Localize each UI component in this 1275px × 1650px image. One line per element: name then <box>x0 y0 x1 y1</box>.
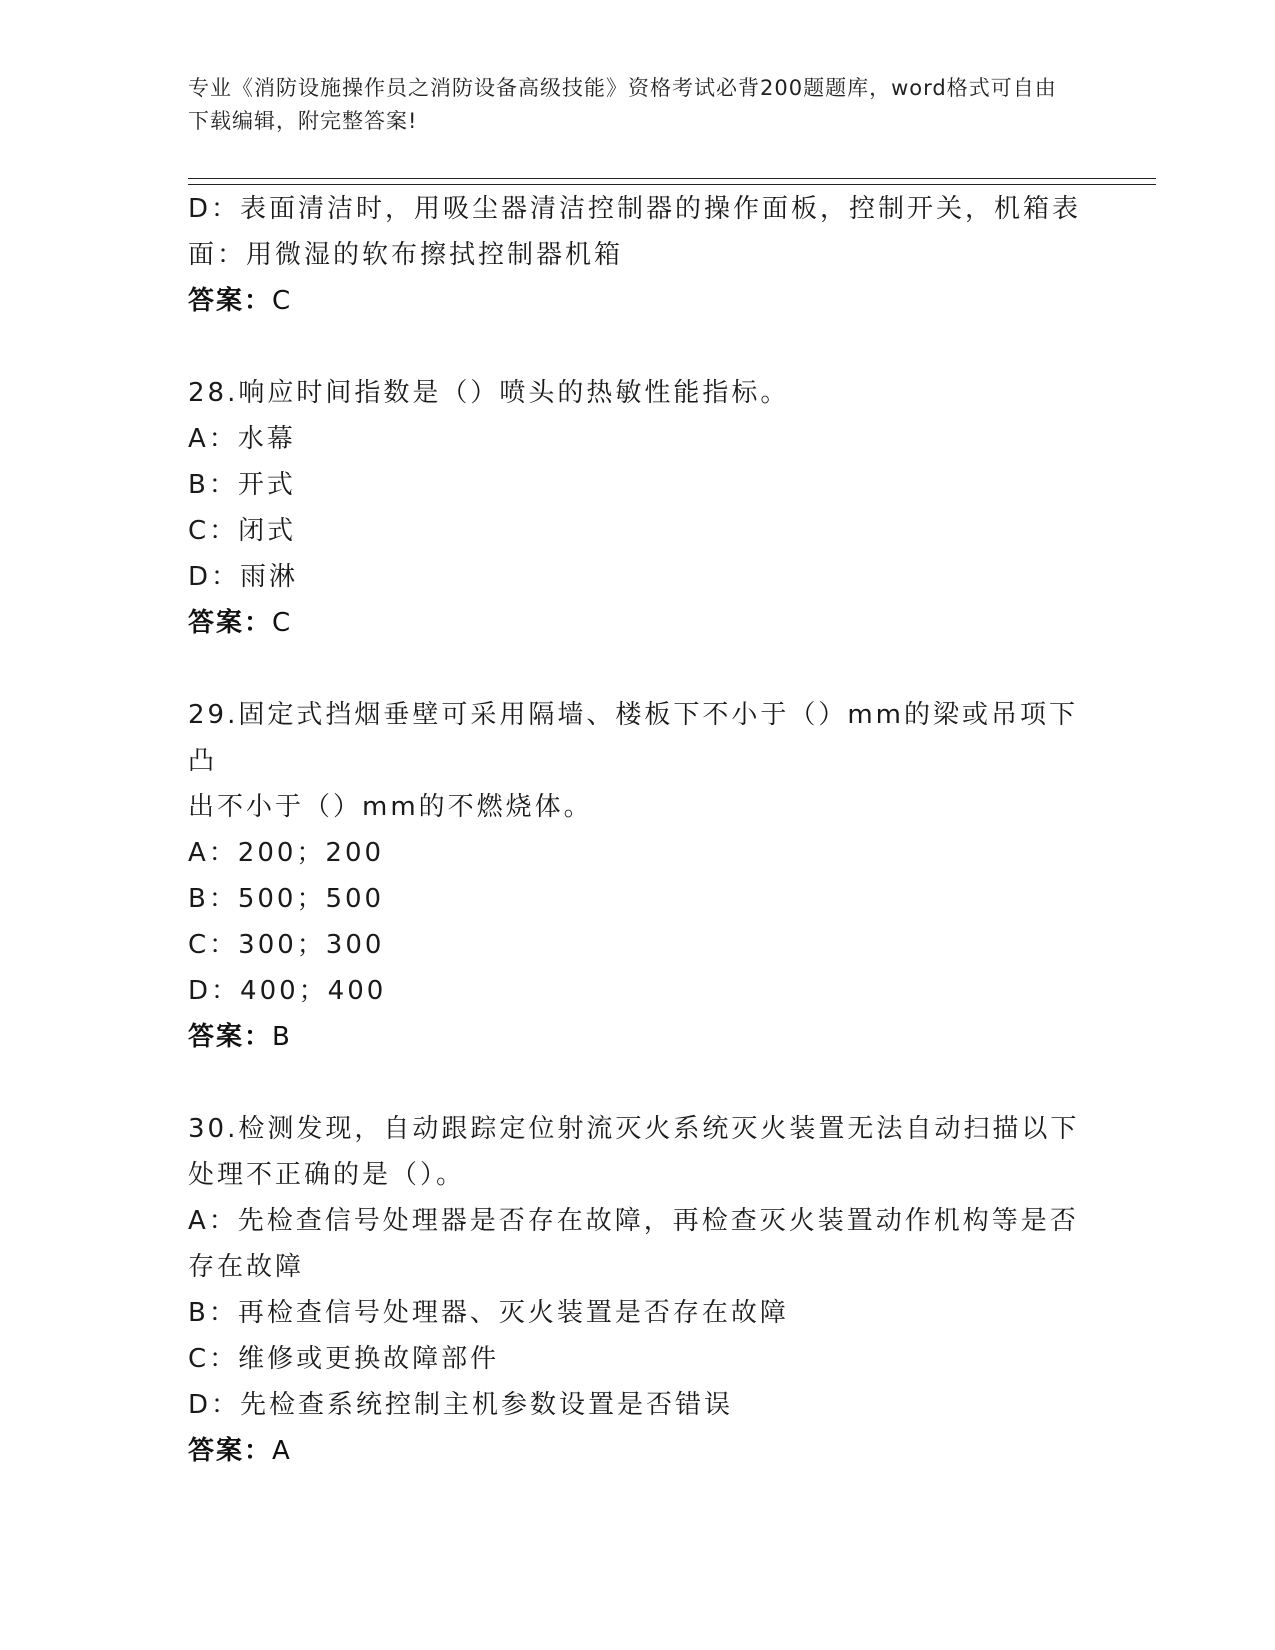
option-d: D：400；400 <box>188 976 387 1006</box>
option-b: B：500；500 <box>188 884 385 914</box>
answer-label: 答案： <box>188 1436 273 1466</box>
option-d-line-2: 面：用微湿的软布擦拭控制器机箱 <box>188 240 624 270</box>
answer-label: 答案： <box>188 1022 273 1052</box>
answer-value: C <box>272 608 293 638</box>
question-stem-line-2: 处理不正确的是（）。 <box>188 1160 466 1190</box>
header-divider <box>188 178 1156 185</box>
page-header <box>188 72 1078 138</box>
answer-line <box>188 278 1088 324</box>
option-d-line-1: D：表面清洁时，用吸尘器清洁控制器的操作面板，控制开关，机箱表 <box>188 194 1082 224</box>
question-28 <box>188 370 1088 646</box>
question-stem-line-2: 出不小于（）mm的不燃烧体。 <box>188 792 593 822</box>
answer-line <box>188 600 1088 646</box>
option-a-line-2: 存在故障 <box>188 1252 305 1282</box>
option-c: C：维修或更换故障部件 <box>188 1344 500 1374</box>
option-d: D：雨淋 <box>188 562 299 592</box>
option-b: B：开式 <box>188 470 296 500</box>
option-c: C：闭式 <box>188 516 297 546</box>
option-d: D：先检查系统控制主机参数设置是否错误 <box>188 1390 734 1420</box>
question-30 <box>188 1106 1088 1474</box>
prev-question-tail <box>188 186 1088 324</box>
option-b: B：再检查信号处理器、灭火装置是否存在故障 <box>188 1298 789 1328</box>
option-a-line-1: A：先检查信号处理器是否存在故障，再检查灭火装置动作机构等是否 <box>188 1206 1079 1236</box>
spacer <box>188 324 1088 370</box>
answer-label: 答案： <box>188 286 273 316</box>
answer-value: B <box>272 1022 292 1052</box>
question-stem-line-1: 30.检测发现，自动跟踪定位射流灭火系统灭火装置无法自动扫描以下 <box>188 1114 1080 1144</box>
question-stem-line-1: 29.固定式挡烟垂壁可采用隔墙、楼板下不小于（）mm的梁或吊项下凸 <box>188 700 1079 776</box>
option-c: C：300；300 <box>188 930 385 960</box>
answer-value: A <box>272 1436 292 1466</box>
answer-line <box>188 1014 1088 1060</box>
document-title: 专业《消防设施操作员之消防设备高级技能》资格考试必背200题题库，word格式可自由下载编辑，附完整答案! <box>188 76 1057 133</box>
question-stem: 28.响应时间指数是（）喷头的热敏性能指标。 <box>188 378 790 408</box>
answer-label: 答案： <box>188 608 273 638</box>
option-a: A：水幕 <box>188 424 296 454</box>
answer-value: C <box>272 286 293 316</box>
spacer <box>188 1060 1088 1106</box>
question-list <box>188 186 1088 1474</box>
option-a: A：200；200 <box>188 838 385 868</box>
question-29 <box>188 692 1088 1060</box>
answer-line <box>188 1428 1088 1474</box>
spacer <box>188 646 1088 692</box>
